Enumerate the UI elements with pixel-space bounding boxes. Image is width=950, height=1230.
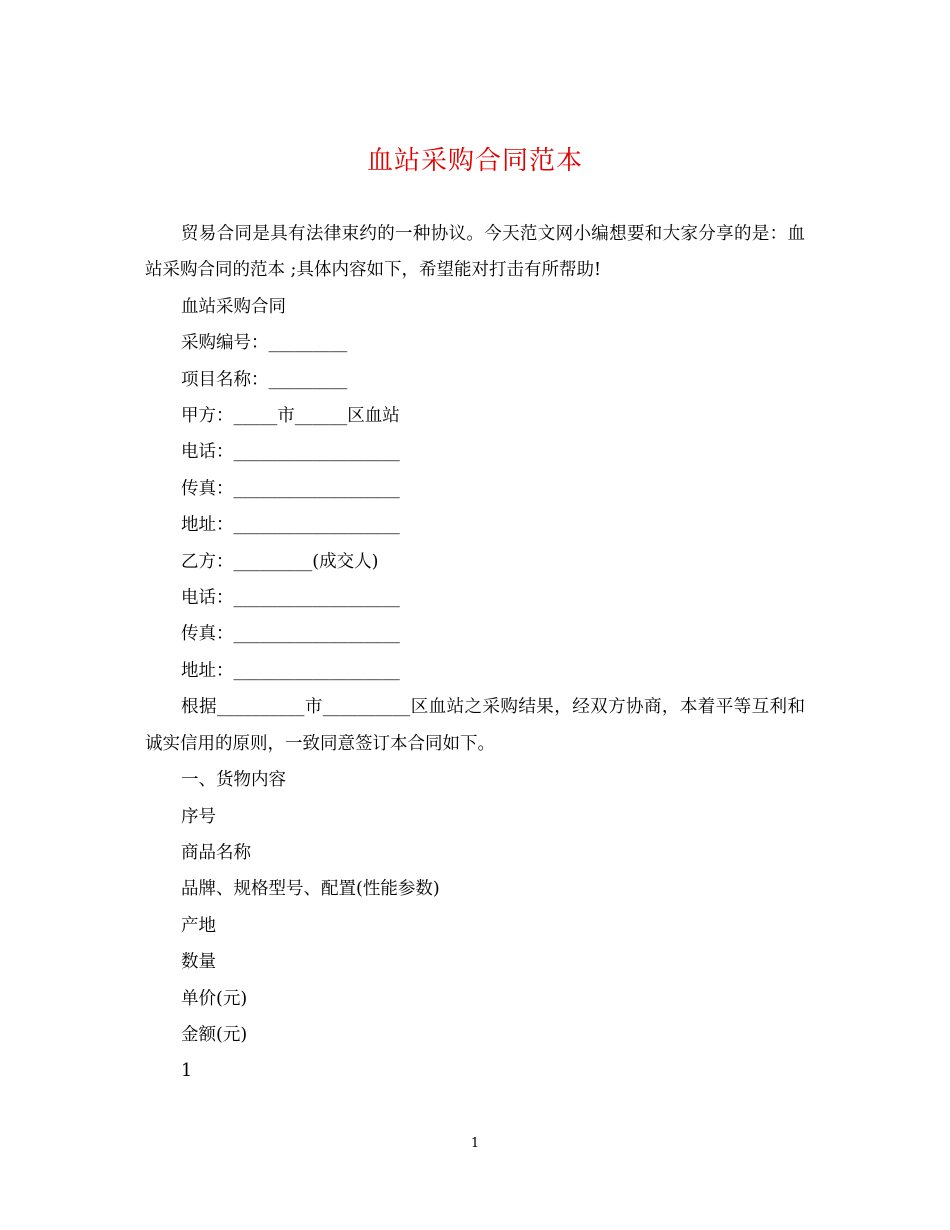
document-body <box>145 216 805 1090</box>
contract-heading: 血站采购合同 <box>181 296 286 317</box>
party-a-address-line: 地址：___________________ <box>181 515 400 536</box>
intro-paragraph: 贸易合同是具有法律束约的一种协议。今天范文网小编想要和大家分享的是：血站采购合同的范本 ;具体内容如下，希望能对打击有所帮助! <box>145 224 805 281</box>
party-a-line: 甲方：_____市______区血站 <box>181 406 400 427</box>
table-item: 金额(元) <box>181 1024 248 1045</box>
party-b-address-line: 地址：___________________ <box>181 660 400 681</box>
table-item: 商品名称 <box>181 842 251 863</box>
page-number: 1 <box>470 1136 480 1151</box>
party-b-fax-line: 传真：___________________ <box>181 624 400 645</box>
document-title: 血站采购合同范本 <box>366 146 583 176</box>
table-item: 序号 <box>181 806 216 827</box>
agreement-paragraph: 根据__________市__________区血站之采购结果，经双方协商，本着平等互利和诚实信用的原则，一致同意签订本合同如下。 <box>145 697 805 754</box>
table-item: 品牌、规格型号、配置(性能参数) <box>181 879 440 900</box>
party-a-phone-line: 电话：___________________ <box>181 442 400 463</box>
purchase-number-line: 采购编号：_________ <box>181 333 348 354</box>
project-name-line: 项目名称：_________ <box>181 369 348 390</box>
party-b-line: 乙方：_________(成交人) <box>181 551 379 572</box>
table-item: 数量 <box>181 952 216 973</box>
table-item: 单价(元) <box>181 988 248 1009</box>
table-item: 产地 <box>181 915 216 936</box>
section-heading: 一、货物内容 <box>181 770 286 791</box>
party-b-phone-line: 电话：___________________ <box>181 588 400 609</box>
party-a-fax-line: 传真：___________________ <box>181 478 400 499</box>
table-item: 1 <box>181 1061 193 1082</box>
